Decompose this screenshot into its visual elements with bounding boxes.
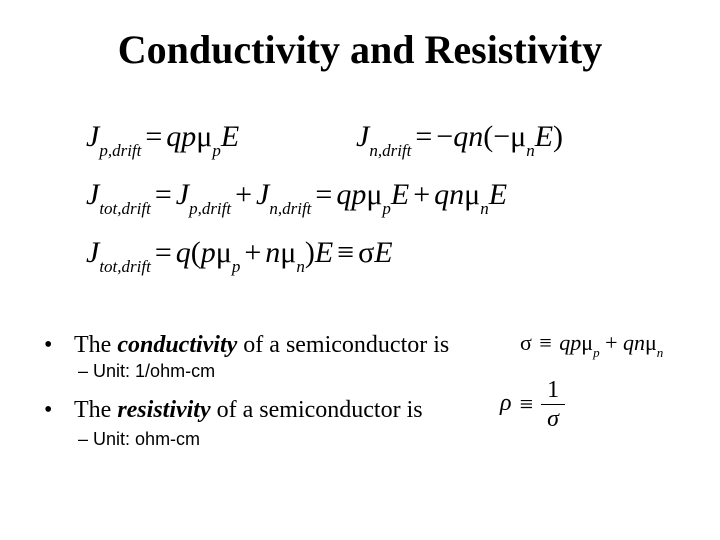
bullet-suffix: of a semiconductor is xyxy=(210,397,423,423)
sub-bullet-dash: – xyxy=(78,429,89,449)
bullet-prefix: The xyxy=(74,397,118,423)
sub-bullet-dash: – xyxy=(78,361,89,381)
equation-hole-drift-current: $J_{p,drift} = qp\mu_pE$ xyxy=(86,120,240,160)
equation-resistivity: ρ ≡ $\frac{1}{\sigma}$ xyxy=(500,378,565,431)
bullet-suffix: of a semiconductor is xyxy=(237,332,450,358)
fraction-one-over-sigma: $\frac{1}{\sigma}$ xyxy=(541,378,565,431)
slide-title: Conductivity and Resistivity xyxy=(117,27,603,72)
unit-label-conductivity: Unit: 1/ohm-cm xyxy=(93,361,216,381)
equation-electron-drift-current: $J_{n,drift} = -qn(-\mu_nE)$ xyxy=(356,120,564,160)
bullet-term-conductivity: conductivity xyxy=(117,332,238,358)
sub-bullet-conductivity-unit xyxy=(78,362,215,380)
bullet-dot: • xyxy=(44,397,53,423)
sub-bullet-resistivity-unit xyxy=(78,430,200,448)
bullet-dot: • xyxy=(44,332,53,358)
unit-label-resistivity: Unit: ohm-cm xyxy=(93,429,201,449)
equation-conductivity: σ ≡ qpμ$_p$ + qnμ$_n$ xyxy=(520,330,664,360)
bullet-conductivity xyxy=(44,333,449,357)
bullet-prefix: The xyxy=(74,332,118,358)
bullet-term-resistivity: resistivity xyxy=(117,397,211,423)
bullet-resistivity xyxy=(44,398,423,422)
equation-total-drift-factored: $J_{tot,drift} = q(p\mu_p + n\mu_n)E \equiv \sigma E$ xyxy=(86,236,393,276)
equation-total-drift-current: $J_{tot,drift} = J_{p,drift} + J_{n,drift} = qp\mu_pE + qn\mu_nE$ xyxy=(86,178,508,218)
